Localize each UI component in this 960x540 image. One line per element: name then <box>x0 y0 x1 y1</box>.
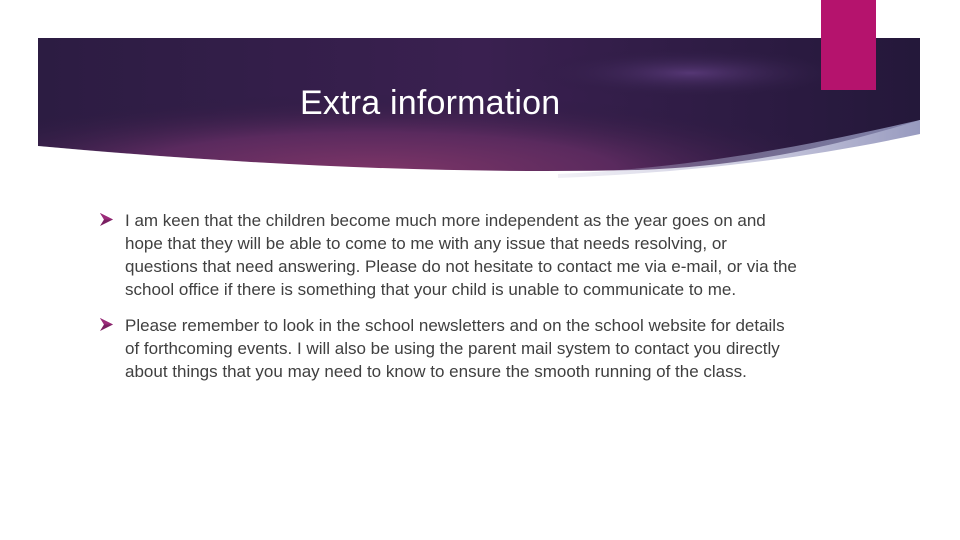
slide-title: Extra information <box>300 84 561 122</box>
diamond-arrow-icon <box>100 213 113 226</box>
bullet-text: Please remember to look in the school newsletters and on the school website for details of forthcoming events. I will also be using the parent mail system to contact you directly about things that you may need to know to ensure the smooth running of the class. <box>125 316 785 381</box>
list-item <box>100 314 800 383</box>
bullet-list <box>100 209 800 396</box>
bullet-text: I am keen that the children become much more independent as the year goes on and hope that they will be able to come to me with any issue that needs resolving, or questions that need answering. Please do not hesitate to contact me via e-mail, or via the school office if there is something that your child is unable to communicate to me. <box>125 211 797 299</box>
diamond-arrow-icon <box>100 318 113 331</box>
accent-tab <box>821 0 876 90</box>
list-item <box>100 209 800 301</box>
